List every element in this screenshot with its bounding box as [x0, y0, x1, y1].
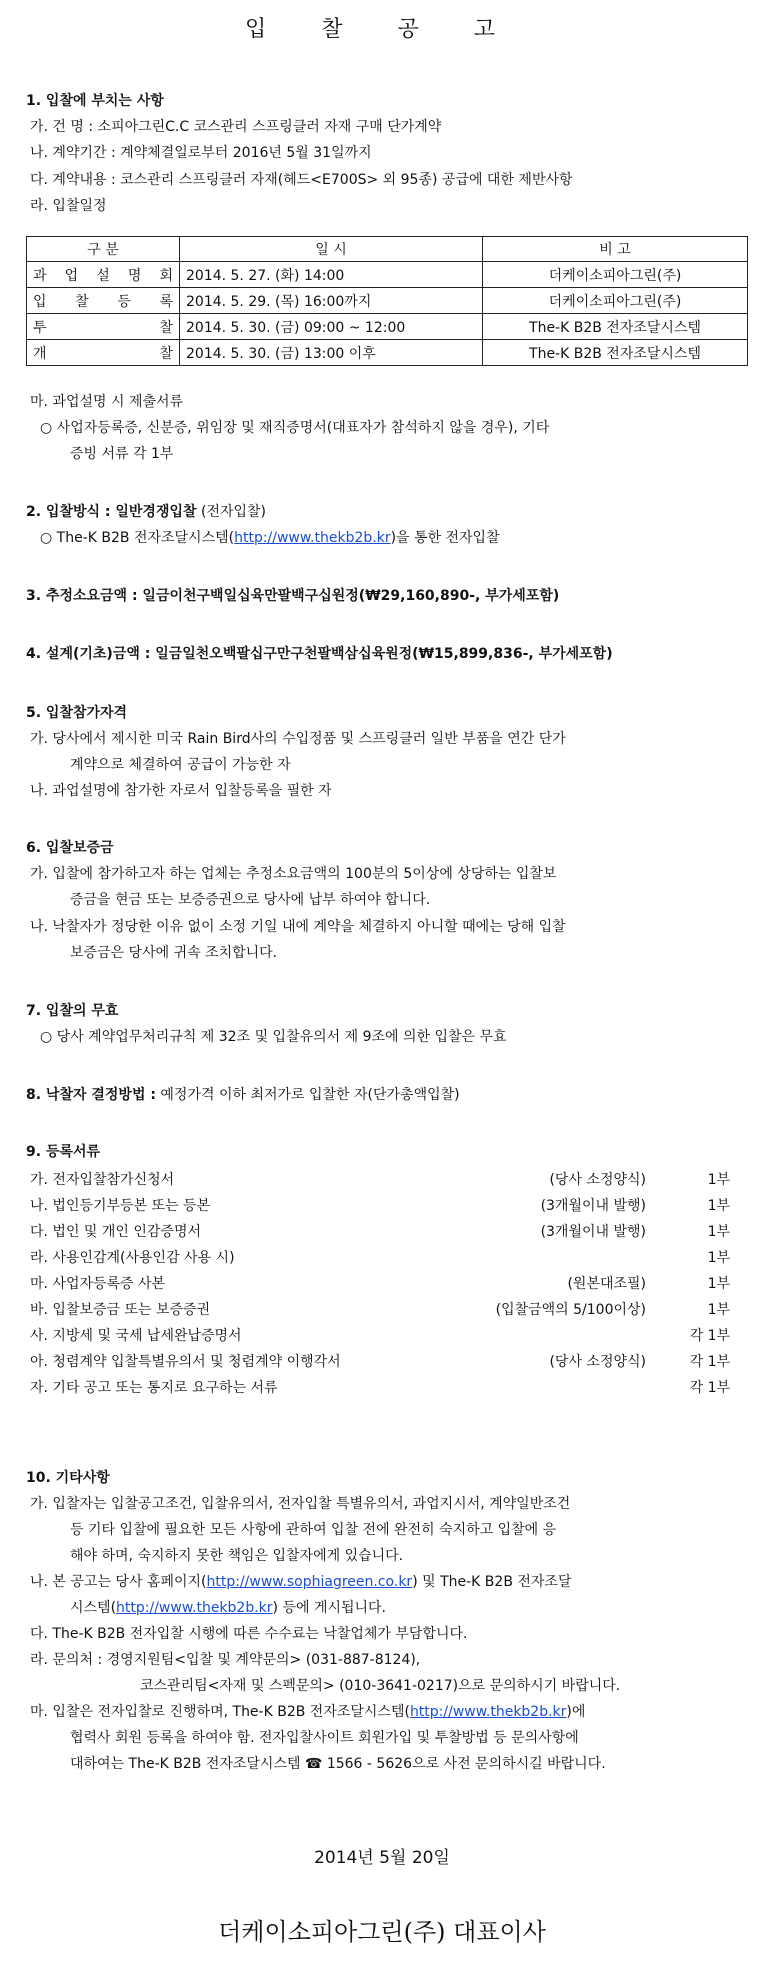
sophiagreen-link[interactable]: http://www.sophiagreen.co.kr	[206, 1574, 413, 1590]
doc-item-qty: 각 1부	[689, 1328, 730, 1344]
s10-item-e-line3: 대하여는 The-K B2B 전자조달시스템 ☎ 1566 - 5626으로 사전 문의하시길 바랍니다.	[70, 1756, 606, 1772]
s10-item-c: 다. The-K B2B 전자입찰 시행에 따른 수수료는 낙찰업체가 부담합니다.	[30, 1626, 468, 1642]
doc-item-note: (당사 소정양식)	[549, 1354, 646, 1370]
doc-item-label: 나. 법인등기부등본 또는 등본	[30, 1198, 211, 1214]
s10-b2-prefix: 시스템(	[70, 1600, 117, 1616]
s10-item-e-line2: 협력사 회원 등록을 하여야 함. 전자입찰사이트 회원가입 및 투찰방법 등 문의사항에	[70, 1730, 579, 1746]
table-row	[27, 314, 748, 340]
table-row	[27, 262, 748, 288]
s10-b2-suffix: ) 등에 게시됩니다.	[272, 1600, 387, 1616]
section-8-heading-line	[26, 1085, 460, 1105]
section-10-heading: 10. 기타사항	[26, 1470, 110, 1486]
section-4-heading: 4. 설계(기초)금액 : 일금일천오백팔십구만구천팔백삼십육원정(₩15,899,836-, 부가세포함)	[26, 646, 613, 662]
thekb2b-link[interactable]: http://www.thekb2b.kr	[409, 1704, 567, 1720]
s6-item-b-line2: 보증금은 당사에 귀속 조치합니다.	[70, 945, 278, 961]
s10-item-d-line1: 라. 문의처 : 경영지원팀<입찰 및 계약문의> (031-887-8124),	[30, 1652, 421, 1668]
doc-item-qty: 1부	[707, 1276, 730, 1292]
s10-e1-prefix: 마. 입찰은 전자입찰로 진행하며, The-K B2B 전자조달시스템(	[30, 1704, 410, 1720]
s1-item-e-line1: ○ 사업자등록증, 신분증, 위임장 및 재직증명서(대표자가 참석하지 않을 경우), 기타	[40, 420, 550, 436]
s5-item-a-line1: 가. 당사에서 제시한 미국 Rain Bird사의 수입정품 및 스프링클러 일반 부품을 연간 단가	[30, 731, 566, 747]
s5-item-a-line2: 계약으로 체결하여 공급이 가능한 자	[70, 757, 291, 773]
section-9-heading: 9. 등록서류	[26, 1144, 101, 1160]
doc-item-label: 라. 사용인감계(사용인감 사용 시)	[30, 1250, 235, 1266]
doc-item-note: (원본대조필)	[567, 1276, 646, 1292]
s10-item-b-line1	[30, 1572, 571, 1592]
s10-b1-prefix: 나. 본 공고는 당사 홈페이지(	[30, 1574, 207, 1590]
doc-item-qty: 각 1부	[689, 1354, 730, 1370]
announcement-date: 2014년 5월 20일	[314, 1848, 450, 1868]
thekb2b-link[interactable]: http://www.thekb2b.kr	[234, 530, 391, 546]
document-title: 입 찰 공 고	[245, 17, 519, 42]
schedule-cell-label	[27, 340, 180, 366]
section-8-heading: 8. 낙찰자 결정방법 :	[26, 1087, 156, 1103]
s10-e1-suffix: )에	[566, 1704, 586, 1720]
s6-item-a-line1: 가. 입찰에 참가하고자 하는 업체는 추정소요금액의 100분의 5이상에 상당하는 입찰보	[30, 866, 557, 882]
s1-item-a: 가. 건 명 : 소피아그린C.C 코스관리 스프링클러 자재 구매 단가계약	[30, 119, 442, 135]
doc-item-note: (3개월이내 발행)	[540, 1198, 646, 1214]
schedule-label-text: 개 찰	[33, 345, 173, 362]
doc-item-note: (입찰금액의 5/100이상)	[495, 1302, 646, 1318]
schedule-cell-date: 2014. 5. 30. (금) 09:00 ~ 12:00	[180, 314, 483, 340]
s10-item-b-line2	[70, 1598, 386, 1618]
s10-item-e-line1	[30, 1702, 585, 1722]
section-8-heading-note: 예정가격 이하 최저가로 입찰한 자(단가총액입찰)	[155, 1087, 460, 1103]
s5-item-b: 나. 과업설명에 참가한 자로서 입찰등록을 필한 자	[30, 783, 332, 799]
doc-item-label: 마. 사업자등록증 사본	[30, 1276, 166, 1292]
schedule-table	[26, 236, 748, 366]
s1-item-c: 다. 계약내용 : 코스관리 스프링클러 자재(헤드<E700S> 외 95종) 공급에 대한 제반사항	[30, 172, 573, 188]
doc-item-note: (3개월이내 발행)	[540, 1224, 646, 1240]
s2-line	[40, 528, 500, 548]
doc-item-label: 사. 지방세 및 국세 납세완납증명서	[30, 1328, 242, 1344]
s1-item-e: 마. 과업설명 시 제출서류	[30, 394, 184, 410]
schedule-cell-date: 2014. 5. 30. (금) 13:00 이후	[180, 340, 483, 366]
schedule-header-note: 비 고	[483, 237, 748, 262]
doc-item-qty: 1부	[707, 1172, 730, 1188]
section-2-heading-note: (전자입찰)	[196, 504, 267, 520]
s7-item-a: ○ 당사 계약업무처리규칙 제 32조 및 입찰유의서 제 9조에 의한 입찰은 무효	[40, 1029, 507, 1045]
schedule-label-text: 입 찰 등 록	[33, 293, 173, 310]
section-2-heading-line	[26, 502, 266, 522]
s1-item-d: 라. 입찰일정	[30, 198, 107, 214]
company-signature: 더케이소피아그린(주) 대표이사	[218, 1918, 546, 1946]
schedule-cell-label	[27, 314, 180, 340]
s1-item-e-line2: 증빙 서류 각 1부	[70, 446, 174, 462]
doc-item-label: 바. 입찰보증금 또는 보증증권	[30, 1302, 211, 1318]
schedule-cell-date: 2014. 5. 27. (화) 14:00	[180, 262, 483, 288]
doc-item-qty: 1부	[707, 1198, 730, 1214]
s2-line-suffix: )을 통한 전자입찰	[390, 530, 500, 546]
schedule-header-row	[27, 237, 748, 262]
s6-item-b-line1: 나. 낙찰자가 정당한 이유 없이 소정 기일 내에 계약을 체결하지 아니할 때에는 당해 입찰	[30, 919, 566, 935]
section-3-heading: 3. 추정소요금액 : 일금이천구백일십육만팔백구십원정(₩29,160,890-, 부가세포함)	[26, 588, 560, 604]
s2-line-prefix: ○ The-K B2B 전자조달시스템(	[40, 530, 235, 546]
section-1-heading: 1. 입찰에 부치는 사항	[26, 93, 164, 109]
s10-item-d-line2: 코스관리팀<자재 및 스펙문의> (010-3641-0217)으로 문의하시기 바랍니다.	[140, 1678, 621, 1694]
schedule-cell-note: The-K B2B 전자조달시스템	[483, 340, 748, 366]
section-5-heading: 5. 입찰참가자격	[26, 705, 128, 721]
doc-item-qty: 1부	[707, 1302, 730, 1318]
schedule-cell-note: The-K B2B 전자조달시스템	[483, 314, 748, 340]
s10-item-a-line1: 가. 입찰자는 입찰공고조건, 입찰유의서, 전자입찰 특별유의서, 과업지시서, 계약일반조건	[30, 1496, 571, 1512]
table-row	[27, 288, 748, 314]
s10-item-a-line3: 해야 하며, 숙지하지 못한 책임은 입찰자에게 있습니다.	[70, 1548, 404, 1564]
section-2-heading: 2. 입찰방식 : 일반경쟁입찰	[26, 504, 197, 520]
s10-b1-suffix: ) 및 The-K B2B 전자조달	[412, 1574, 572, 1590]
doc-item-label: 자. 기타 공고 또는 통지로 요구하는 서류	[30, 1380, 278, 1396]
section-6-heading: 6. 입찰보증금	[26, 840, 114, 856]
schedule-header-category: 구 분	[27, 237, 180, 262]
doc-item-label: 가. 전자입찰참가신청서	[30, 1172, 175, 1188]
doc-item-qty: 1부	[707, 1224, 730, 1240]
schedule-cell-note: 더케이소피아그린(주)	[483, 288, 748, 314]
schedule-label-text: 과 업 설 명 회	[33, 267, 173, 284]
s1-item-b: 나. 계약기간 : 계약체결일로부터 2016년 5월 31일까지	[30, 145, 372, 161]
schedule-cell-label	[27, 262, 180, 288]
doc-item-label: 다. 법인 및 개인 인감증명서	[30, 1224, 202, 1240]
schedule-cell-label	[27, 288, 180, 314]
schedule-cell-date: 2014. 5. 29. (목) 16:00까지	[180, 288, 483, 314]
schedule-label-text: 투 찰	[33, 319, 173, 336]
s6-item-a-line2: 증금을 현금 또는 보증증권으로 당사에 납부 하여야 합니다.	[70, 892, 431, 908]
section-7-heading: 7. 입찰의 무효	[26, 1003, 119, 1019]
doc-item-qty: 1부	[707, 1250, 730, 1266]
table-row	[27, 340, 748, 366]
doc-item-qty: 각 1부	[689, 1380, 730, 1396]
s10-item-a-line2: 등 기타 입찰에 필요한 모든 사항에 관하여 입찰 전에 완전히 숙지하고 입찰에 응	[70, 1522, 557, 1538]
doc-item-note: (당사 소정양식)	[549, 1172, 646, 1188]
thekb2b-link[interactable]: http://www.thekb2b.kr	[116, 1600, 273, 1616]
schedule-cell-note: 더케이소피아그린(주)	[483, 262, 748, 288]
doc-item-label: 아. 청렴계약 입찰특별유의서 및 청렴계약 이행각서	[30, 1354, 341, 1370]
schedule-header-datetime: 일 시	[180, 237, 483, 262]
